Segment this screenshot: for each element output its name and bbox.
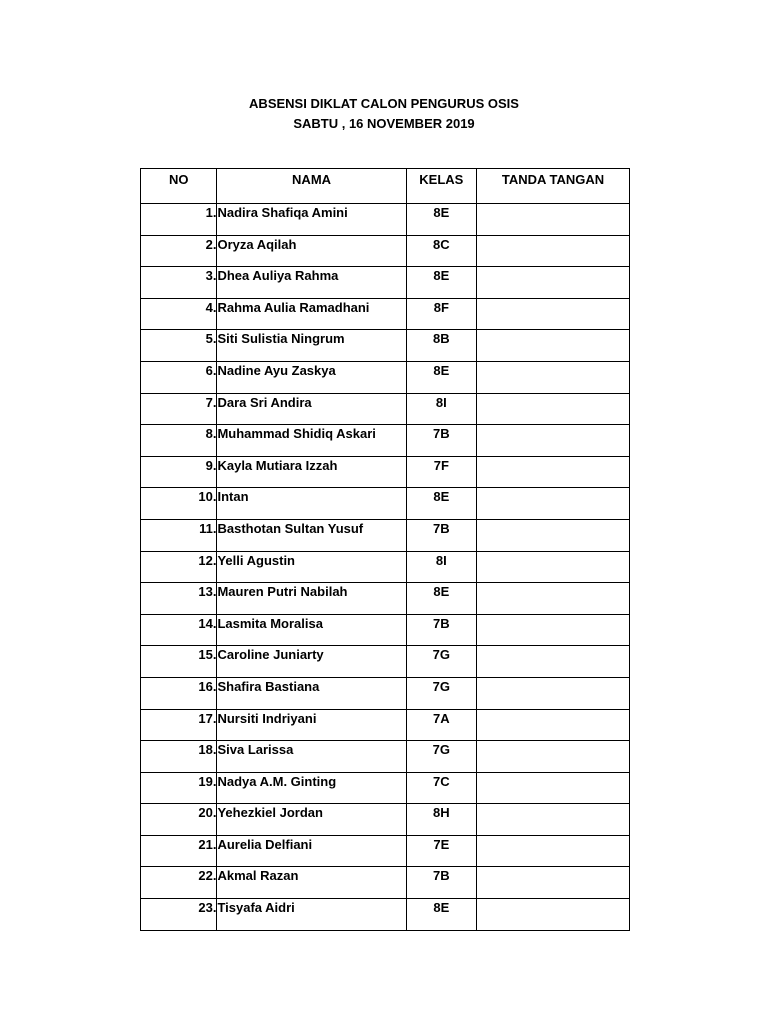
row-number: 6. <box>141 361 217 393</box>
signature-cell <box>477 614 630 646</box>
student-name: Yelli Agustin <box>217 551 406 583</box>
row-number: 23. <box>141 899 217 931</box>
signature-cell <box>477 393 630 425</box>
document-date: SABTU , 16 NOVEMBER 2019 <box>293 116 475 131</box>
row-number: 21. <box>141 835 217 867</box>
student-class: 8I <box>406 393 476 425</box>
table-row <box>141 235 630 267</box>
row-number: 5. <box>141 330 217 362</box>
row-number: 11. <box>141 519 217 551</box>
student-class: 7F <box>406 456 476 488</box>
signature-cell <box>477 804 630 836</box>
table-row <box>141 425 630 457</box>
table-row <box>141 298 630 330</box>
student-class: 7A <box>406 709 476 741</box>
row-number: 12. <box>141 551 217 583</box>
row-number: 2. <box>141 235 217 267</box>
table-row <box>141 393 630 425</box>
row-number: 8. <box>141 425 217 457</box>
row-number: 20. <box>141 804 217 836</box>
table-row <box>141 835 630 867</box>
table-row <box>141 551 630 583</box>
table-row <box>141 488 630 520</box>
student-name: Oryza Aqilah <box>217 235 406 267</box>
student-name: Lasmita Moralisa <box>217 614 406 646</box>
row-number: 9. <box>141 456 217 488</box>
document-title: ABSENSI DIKLAT CALON PENGURUS OSIS <box>249 96 519 111</box>
table-row <box>141 741 630 773</box>
student-class: 7B <box>406 425 476 457</box>
student-name: Caroline Juniarty <box>217 646 406 678</box>
signature-cell <box>477 709 630 741</box>
row-number: 18. <box>141 741 217 773</box>
signature-cell <box>477 298 630 330</box>
student-name: Nadine Ayu Zaskya <box>217 361 406 393</box>
signature-cell <box>477 677 630 709</box>
student-class: 8E <box>406 204 476 236</box>
student-name: Nursiti Indriyani <box>217 709 406 741</box>
student-name: Shafira Bastiana <box>217 677 406 709</box>
student-class: 8E <box>406 267 476 299</box>
table-row <box>141 614 630 646</box>
row-number: 10. <box>141 488 217 520</box>
row-number: 7. <box>141 393 217 425</box>
header-no: NO <box>141 169 217 204</box>
student-class: 8H <box>406 804 476 836</box>
table-row <box>141 677 630 709</box>
student-name: Nadira Shafiqa Amini <box>217 204 406 236</box>
table-row <box>141 519 630 551</box>
row-number: 19. <box>141 772 217 804</box>
student-class: 8E <box>406 899 476 931</box>
signature-cell <box>477 456 630 488</box>
student-name: Kayla Mutiara Izzah <box>217 456 406 488</box>
signature-cell <box>477 551 630 583</box>
row-number: 4. <box>141 298 217 330</box>
student-name: Yehezkiel Jordan <box>217 804 406 836</box>
table-row <box>141 899 630 931</box>
row-number: 16. <box>141 677 217 709</box>
table-row <box>141 204 630 236</box>
signature-cell <box>477 267 630 299</box>
table-row <box>141 267 630 299</box>
student-class: 7G <box>406 646 476 678</box>
table-body <box>141 204 630 931</box>
signature-cell <box>477 204 630 236</box>
row-number: 14. <box>141 614 217 646</box>
student-class: 7C <box>406 772 476 804</box>
student-class: 7G <box>406 677 476 709</box>
student-class: 8C <box>406 235 476 267</box>
student-name: Dhea Auliya Rahma <box>217 267 406 299</box>
student-class: 7B <box>406 867 476 899</box>
row-number: 1. <box>141 204 217 236</box>
table-row <box>141 804 630 836</box>
table-row <box>141 646 630 678</box>
document-header <box>0 94 768 134</box>
header-kelas: KELAS <box>406 169 476 204</box>
signature-cell <box>477 583 630 615</box>
table-row <box>141 709 630 741</box>
student-name: Aurelia Delfiani <box>217 835 406 867</box>
student-class: 8E <box>406 361 476 393</box>
student-class: 8I <box>406 551 476 583</box>
signature-cell <box>477 646 630 678</box>
row-number: 22. <box>141 867 217 899</box>
table-row <box>141 330 630 362</box>
signature-cell <box>477 899 630 931</box>
student-name: Rahma Aulia Ramadhani <box>217 298 406 330</box>
table-row <box>141 772 630 804</box>
header-nama: NAMA <box>217 169 406 204</box>
signature-cell <box>477 361 630 393</box>
student-class: 7G <box>406 741 476 773</box>
table-row <box>141 456 630 488</box>
student-name: Dara Sri Andira <box>217 393 406 425</box>
student-class: 8E <box>406 488 476 520</box>
signature-cell <box>477 330 630 362</box>
student-name: Tisyafa Aidri <box>217 899 406 931</box>
row-number: 3. <box>141 267 217 299</box>
student-name: Muhammad Shidiq Askari <box>217 425 406 457</box>
table-row <box>141 867 630 899</box>
student-name: Akmal Razan <box>217 867 406 899</box>
student-name: Siti Sulistia Ningrum <box>217 330 406 362</box>
header-tanda-tangan: TANDA TANGAN <box>477 169 630 204</box>
signature-cell <box>477 741 630 773</box>
table-row <box>141 361 630 393</box>
student-class: 8B <box>406 330 476 362</box>
student-name: Mauren Putri Nabilah <box>217 583 406 615</box>
signature-cell <box>477 488 630 520</box>
signature-cell <box>477 772 630 804</box>
student-name: Intan <box>217 488 406 520</box>
table-header-row <box>141 169 630 204</box>
table-row <box>141 583 630 615</box>
student-class: 7B <box>406 519 476 551</box>
row-number: 13. <box>141 583 217 615</box>
attendance-table <box>140 168 630 931</box>
student-class: 7B <box>406 614 476 646</box>
student-class: 8F <box>406 298 476 330</box>
signature-cell <box>477 235 630 267</box>
signature-cell <box>477 425 630 457</box>
student-class: 8E <box>406 583 476 615</box>
signature-cell <box>477 835 630 867</box>
student-class: 7E <box>406 835 476 867</box>
signature-cell <box>477 519 630 551</box>
row-number: 15. <box>141 646 217 678</box>
table-header <box>141 169 630 204</box>
student-name: Basthotan Sultan Yusuf <box>217 519 406 551</box>
student-name: Nadya A.M. Ginting <box>217 772 406 804</box>
signature-cell <box>477 867 630 899</box>
student-name: Siva Larissa <box>217 741 406 773</box>
row-number: 17. <box>141 709 217 741</box>
